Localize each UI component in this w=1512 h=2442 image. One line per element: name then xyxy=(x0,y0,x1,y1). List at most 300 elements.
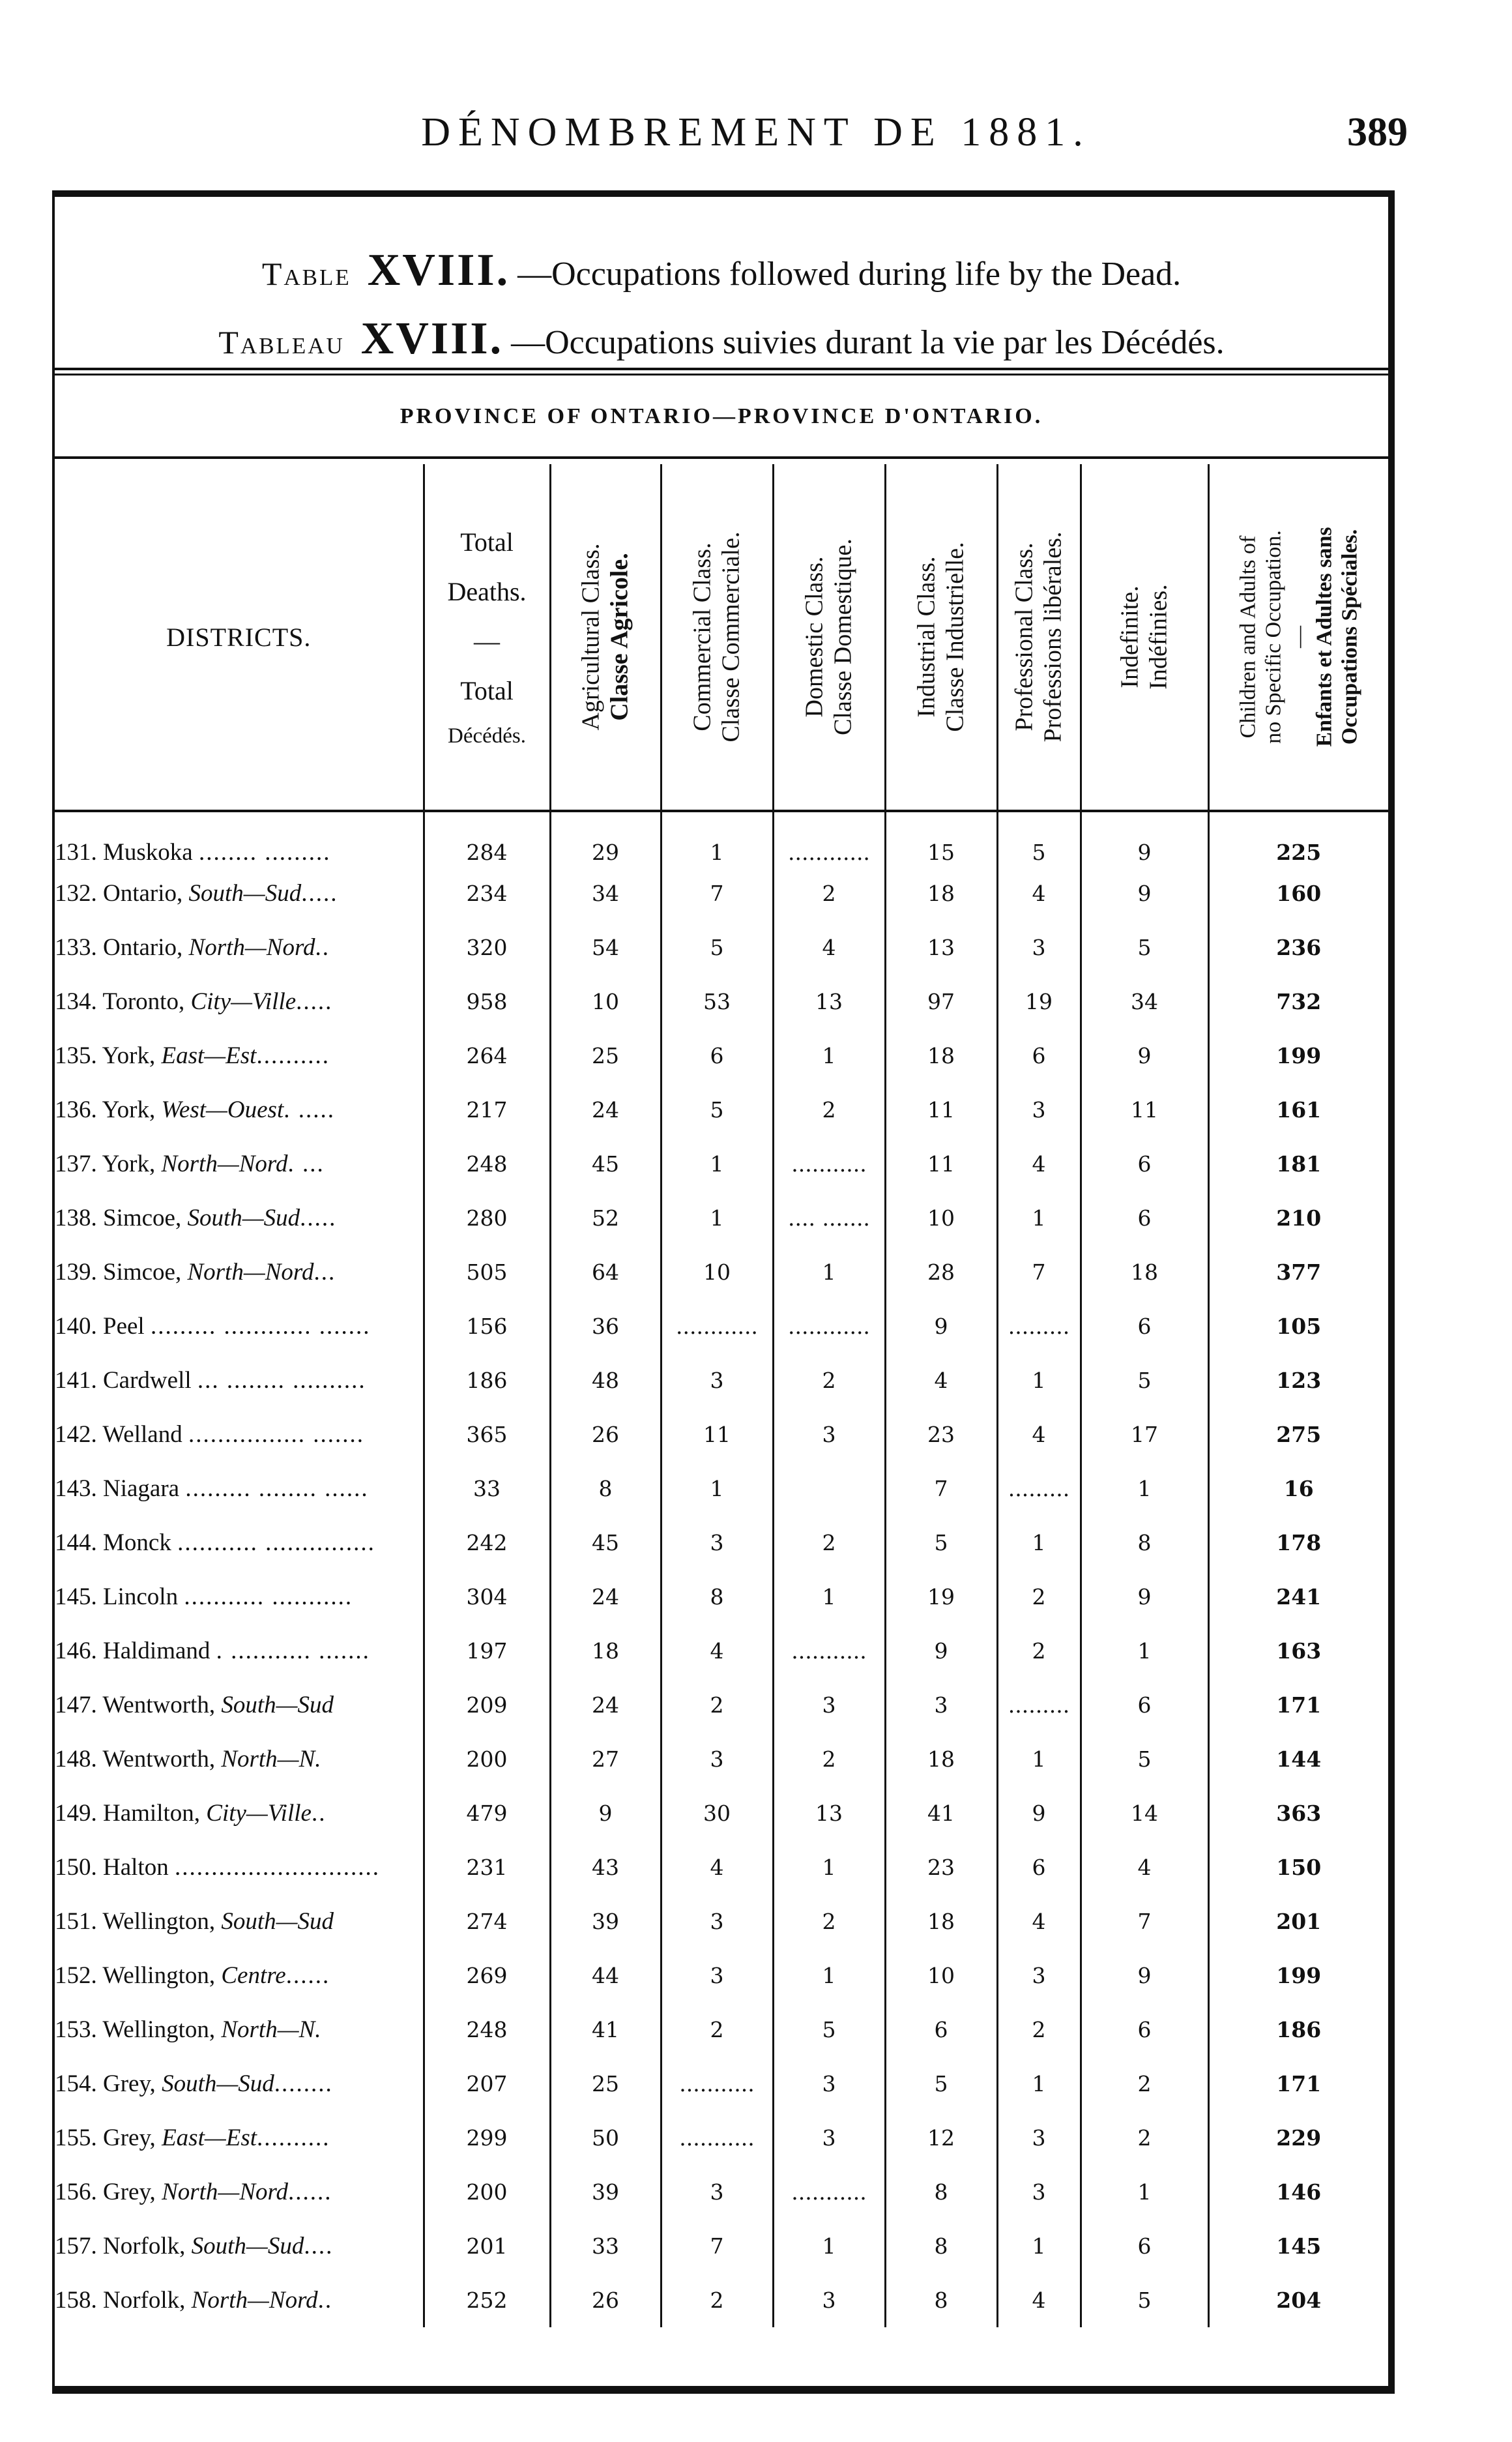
industrial-en: Industrial Class. xyxy=(912,556,940,718)
cell-ind: 5 xyxy=(885,1516,997,1570)
cell-pro: 1 xyxy=(997,1191,1081,1245)
cell-agr: 48 xyxy=(550,1353,661,1407)
district-cell xyxy=(55,1083,424,1137)
district-number: 139. xyxy=(55,1259,97,1286)
cell-dom: 3 xyxy=(773,1407,885,1462)
cell-pro: 19 xyxy=(997,975,1081,1029)
cell-com: 53 xyxy=(661,975,773,1029)
cell-inde: 1 xyxy=(1081,1624,1208,1678)
cell-chi: 144 xyxy=(1208,1732,1388,1786)
district-number: 135. xyxy=(55,1042,97,1069)
cell-com: 1 xyxy=(661,1191,773,1245)
district-number: 151. xyxy=(55,1908,97,1935)
cell-ind: 8 xyxy=(885,2273,997,2327)
commercial-fr: Classe Commerciale. xyxy=(717,531,744,743)
cell-com: 11 xyxy=(661,1407,773,1462)
cell-inde: 6 xyxy=(1081,2219,1208,2273)
district-name: York, xyxy=(102,1042,156,1069)
title-fr-label: Tableau xyxy=(218,324,345,360)
cell-chi: 171 xyxy=(1208,1678,1388,1732)
district-cell xyxy=(55,1299,424,1353)
table-row xyxy=(55,2273,1388,2327)
district-leader: ............................ xyxy=(174,1854,380,1881)
title-fr-number: XVIII. xyxy=(360,314,504,364)
cell-com: 3 xyxy=(661,1949,773,2003)
cell-ind: 19 xyxy=(885,1570,997,1624)
district-cell xyxy=(55,1245,424,1299)
cell-chi: 161 xyxy=(1208,1083,1388,1137)
cell-chi: 163 xyxy=(1208,1624,1388,1678)
cell-total: 248 xyxy=(424,1137,550,1191)
page-header xyxy=(0,0,1512,196)
table-row xyxy=(55,2003,1388,2057)
title-en-label: Table xyxy=(261,256,351,292)
cell-com: 3 xyxy=(661,1516,773,1570)
cell-inde: 5 xyxy=(1081,1353,1208,1407)
cell-chi: 146 xyxy=(1208,2165,1388,2219)
cell-chi: 145 xyxy=(1208,2219,1388,2273)
cell-com: 7 xyxy=(661,866,773,920)
cell-ind: 18 xyxy=(885,1732,997,1786)
district-leader: ..... xyxy=(300,1205,337,1231)
cell-inde: 6 xyxy=(1081,1137,1208,1191)
district-cell xyxy=(55,1894,424,1949)
district-leader: .......... xyxy=(257,2125,330,2151)
district-leader: .. xyxy=(315,934,330,961)
cell-agr: 50 xyxy=(550,2111,661,2165)
cell-total: 299 xyxy=(424,2111,550,2165)
district-cell xyxy=(55,975,424,1029)
district-subname: North—Nord xyxy=(188,934,315,961)
cell-dom: 4 xyxy=(773,920,885,975)
district-number: 131. xyxy=(55,839,97,866)
district-subname: North—Nord xyxy=(187,1259,314,1286)
cell-agr: 45 xyxy=(550,1516,661,1570)
cell-inde: 34 xyxy=(1081,975,1208,1029)
cell-agr: 24 xyxy=(550,1678,661,1732)
cell-pro: 1 xyxy=(997,2219,1081,2273)
district-name: Peel xyxy=(103,1313,145,1340)
table-row xyxy=(55,1516,1388,1570)
cell-chi: 150 xyxy=(1208,1840,1388,1894)
district-name: Wentworth, xyxy=(102,1746,216,1773)
cell-ind: 11 xyxy=(885,1137,997,1191)
cell-agr: 25 xyxy=(550,2057,661,2111)
header-row xyxy=(55,464,1388,811)
cell-total: 269 xyxy=(424,1949,550,2003)
cell-ind: 6 xyxy=(885,2003,997,2057)
cell-agr: 34 xyxy=(550,866,661,920)
table-row xyxy=(55,2111,1388,2165)
cell-pro: 2 xyxy=(997,2003,1081,2057)
cell-dom: ............ xyxy=(773,811,885,866)
table-row xyxy=(55,2165,1388,2219)
district-number: 138. xyxy=(55,1205,97,1231)
cell-dom: 13 xyxy=(773,1786,885,1840)
cell-agr: 29 xyxy=(550,811,661,866)
cell-pro: ......... xyxy=(997,1299,1081,1353)
district-cell xyxy=(55,1678,424,1732)
cell-ind: 97 xyxy=(885,975,997,1029)
district-name: York, xyxy=(102,1096,156,1123)
cell-dom: 2 xyxy=(773,1516,885,1570)
district-cell xyxy=(55,1191,424,1245)
cell-total: 234 xyxy=(424,866,550,920)
table-row xyxy=(55,1137,1388,1191)
cell-chi: 275 xyxy=(1208,1407,1388,1462)
table-row xyxy=(55,1894,1388,1949)
cell-ind: 18 xyxy=(885,1029,997,1083)
deaths-table xyxy=(55,464,1388,2327)
cell-chi: 123 xyxy=(1208,1353,1388,1407)
district-leader: .. xyxy=(311,1800,327,1827)
col-header-commercial xyxy=(661,464,773,811)
cell-com: 4 xyxy=(661,1840,773,1894)
district-name: Grey, xyxy=(103,2179,156,2205)
district-name: Muskoka xyxy=(103,839,193,866)
cell-com: 3 xyxy=(661,2165,773,2219)
table-row xyxy=(55,1949,1388,2003)
table-row xyxy=(55,1299,1388,1353)
cell-ind: 12 xyxy=(885,2111,997,2165)
cell-chi: 204 xyxy=(1208,2273,1388,2327)
cell-com: 7 xyxy=(661,2219,773,2273)
district-number: 144. xyxy=(55,1529,97,1556)
district-name: Toronto, xyxy=(102,988,185,1015)
cell-inde: 1 xyxy=(1081,2165,1208,2219)
district-cell xyxy=(55,1786,424,1840)
district-subname: North—Nord xyxy=(161,1151,288,1177)
cell-agr: 18 xyxy=(550,1624,661,1678)
cell-inde: 8 xyxy=(1081,1516,1208,1570)
district-cell xyxy=(55,1732,424,1786)
cell-com: 6 xyxy=(661,1029,773,1083)
cell-dom: 3 xyxy=(773,2111,885,2165)
cell-total: 156 xyxy=(424,1299,550,1353)
district-subname: East—Est xyxy=(161,1042,257,1069)
cell-chi: 236 xyxy=(1208,920,1388,975)
district-leader: ........... ............... xyxy=(177,1529,375,1556)
district-number: 132. xyxy=(55,880,97,907)
district-name: Niagara xyxy=(103,1475,180,1502)
cell-com: 2 xyxy=(661,1678,773,1732)
cell-com: 3 xyxy=(661,1894,773,1949)
cell-dom: ........... xyxy=(773,1624,885,1678)
district-leader: ... ........ .......... xyxy=(197,1367,366,1394)
col-header-districts xyxy=(55,464,424,811)
cell-ind: 18 xyxy=(885,866,997,920)
cell-dom: 1 xyxy=(773,1245,885,1299)
cell-ind: 5 xyxy=(885,2057,997,2111)
cell-ind: 28 xyxy=(885,1245,997,1299)
cell-pro: 7 xyxy=(997,1245,1081,1299)
cell-agr: 43 xyxy=(550,1840,661,1894)
district-cell xyxy=(55,2273,424,2327)
cell-pro: 2 xyxy=(997,1624,1081,1678)
cell-agr: 26 xyxy=(550,1407,661,1462)
table-row xyxy=(55,1570,1388,1624)
cell-com: 3 xyxy=(661,1353,773,1407)
cell-chi: 181 xyxy=(1208,1137,1388,1191)
cell-com: 1 xyxy=(661,1462,773,1516)
col-header-agricultural xyxy=(550,464,661,811)
total-fr-2: Décédés. xyxy=(447,724,526,748)
cell-dom: 1 xyxy=(773,1029,885,1083)
district-leader: ......... ........ ...... xyxy=(185,1475,369,1502)
cell-chi: 199 xyxy=(1208,1029,1388,1083)
district-name: Ontario, xyxy=(103,934,183,961)
district-leader: ................ ....... xyxy=(188,1421,364,1448)
districts-label: DISTRICTS. xyxy=(166,622,312,652)
cell-total: 958 xyxy=(424,975,550,1029)
district-leader: .... xyxy=(304,2233,334,2259)
cell-ind: 8 xyxy=(885,2165,997,2219)
col-header-domestic xyxy=(773,464,885,811)
cell-pro: 3 xyxy=(997,2111,1081,2165)
title-en-text: —Occupations followed during life by the Dead. xyxy=(517,256,1182,293)
cell-dom: 3 xyxy=(773,2057,885,2111)
cell-agr: 45 xyxy=(550,1137,661,1191)
district-leader: .. xyxy=(317,2287,333,2314)
cell-total: 264 xyxy=(424,1029,550,1083)
district-cell xyxy=(55,2057,424,2111)
district-cell xyxy=(55,866,424,920)
cell-dom: 2 xyxy=(773,1894,885,1949)
col-header-professional xyxy=(997,464,1081,811)
cell-ind: 11 xyxy=(885,1083,997,1137)
district-number: 147. xyxy=(55,1692,97,1718)
cell-ind: 8 xyxy=(885,2219,997,2273)
district-leader: . ..... xyxy=(284,1096,335,1123)
cell-total: 365 xyxy=(424,1407,550,1462)
rule-under-province xyxy=(55,456,1388,462)
cell-inde: 4 xyxy=(1081,1840,1208,1894)
cell-total: 320 xyxy=(424,920,550,975)
cell-dom: 3 xyxy=(773,1678,885,1732)
cell-dom: ........... xyxy=(773,2165,885,2219)
professional-fr: Professions libérales. xyxy=(1039,531,1066,743)
col-header-indefinite xyxy=(1081,464,1208,811)
cell-dom: ........... xyxy=(773,1137,885,1191)
cell-chi: 160 xyxy=(1208,866,1388,920)
cell-chi: 229 xyxy=(1208,2111,1388,2165)
table-row xyxy=(55,1353,1388,1407)
district-leader: ... xyxy=(313,1259,336,1286)
district-cell xyxy=(55,2003,424,2057)
total-en-1: Total xyxy=(460,527,514,557)
district-cell xyxy=(55,1407,424,1462)
district-number: 149. xyxy=(55,1800,97,1827)
agricultural-fr: Classe Agricole. xyxy=(605,553,633,721)
cell-inde: 2 xyxy=(1081,2111,1208,2165)
district-subname: South—Sud xyxy=(191,2233,304,2259)
district-subname: North—Nord xyxy=(162,2179,289,2205)
district-name: Wellington, xyxy=(102,2016,216,2043)
district-number: 134. xyxy=(55,988,97,1015)
cell-pro: ......... xyxy=(997,1462,1081,1516)
district-name: Ontario, xyxy=(103,880,183,907)
district-name: Grey, xyxy=(103,2125,156,2151)
table-row xyxy=(55,866,1388,920)
cell-com: 4 xyxy=(661,1624,773,1678)
district-leader: . ........... ....... xyxy=(216,1638,370,1664)
district-leader: ......... ............ ....... xyxy=(150,1313,371,1340)
cell-pro: 1 xyxy=(997,1516,1081,1570)
cell-pro: 2 xyxy=(997,1570,1081,1624)
district-leader: . ... xyxy=(287,1151,325,1177)
district-number: 136. xyxy=(55,1096,97,1123)
cell-agr: 24 xyxy=(550,1570,661,1624)
district-subname: South—Sud xyxy=(221,1908,334,1935)
district-name: Simcoe, xyxy=(103,1205,182,1231)
district-number: 141. xyxy=(55,1367,97,1394)
cell-agr: 9 xyxy=(550,1786,661,1840)
cell-inde: 14 xyxy=(1081,1786,1208,1840)
district-name: Norfolk, xyxy=(103,2287,186,2314)
cell-com: 8 xyxy=(661,1570,773,1624)
district-name: Halton xyxy=(103,1854,169,1881)
cell-pro: 3 xyxy=(997,920,1081,975)
cell-agr: 44 xyxy=(550,1949,661,2003)
cell-com: ........... xyxy=(661,2057,773,2111)
cell-chi: 732 xyxy=(1208,975,1388,1029)
district-name: Haldimand xyxy=(103,1638,211,1664)
cell-agr: 27 xyxy=(550,1732,661,1786)
district-cell xyxy=(55,1353,424,1407)
cell-total: 304 xyxy=(424,1570,550,1624)
cell-dom: ............ xyxy=(773,1299,885,1353)
cell-dom: 2 xyxy=(773,1083,885,1137)
district-number: 157. xyxy=(55,2233,97,2259)
cell-chi: 241 xyxy=(1208,1570,1388,1624)
page-number: 389 xyxy=(1347,110,1408,154)
cell-inde: 6 xyxy=(1081,1299,1208,1353)
cell-inde: 7 xyxy=(1081,1894,1208,1949)
cell-agr: 52 xyxy=(550,1191,661,1245)
title-english xyxy=(55,236,1388,304)
district-number: 153. xyxy=(55,2016,97,2043)
cell-inde: 1 xyxy=(1081,1462,1208,1516)
cell-total: 252 xyxy=(424,2273,550,2327)
cell-inde: 5 xyxy=(1081,2273,1208,2327)
cell-dom: 2 xyxy=(773,1353,885,1407)
cell-pro: 3 xyxy=(997,2165,1081,2219)
district-name: Cardwell xyxy=(103,1367,192,1394)
district-leader: ...... xyxy=(288,2179,332,2205)
cell-chi: 210 xyxy=(1208,1191,1388,1245)
cell-total: 33 xyxy=(424,1462,550,1516)
cell-ind: 18 xyxy=(885,1894,997,1949)
table-row xyxy=(55,1624,1388,1678)
cell-agr: 33 xyxy=(550,2219,661,2273)
table-row xyxy=(55,1083,1388,1137)
cell-pro: 5 xyxy=(997,811,1081,866)
cell-com: 1 xyxy=(661,811,773,866)
cell-chi: 201 xyxy=(1208,1894,1388,1949)
cell-ind: 3 xyxy=(885,1678,997,1732)
district-name: Simcoe, xyxy=(103,1259,182,1286)
cell-com: 1 xyxy=(661,1137,773,1191)
cell-chi: 16 xyxy=(1208,1462,1388,1516)
cell-total: 280 xyxy=(424,1191,550,1245)
cell-dom: 3 xyxy=(773,2273,885,2327)
cell-inde: 5 xyxy=(1081,920,1208,975)
cell-pro: 9 xyxy=(997,1786,1081,1840)
rule-under-titles xyxy=(55,368,1388,375)
table-row xyxy=(55,1407,1388,1462)
district-name: Hamilton, xyxy=(103,1800,201,1827)
cell-dom xyxy=(773,1462,885,1516)
cell-pro: 1 xyxy=(997,1732,1081,1786)
cell-agr: 24 xyxy=(550,1083,661,1137)
cell-total: 274 xyxy=(424,1894,550,1949)
cell-chi: 225 xyxy=(1208,811,1388,866)
province-heading: PROVINCE OF ONTARIO—PROVINCE D'ONTARIO. xyxy=(400,404,1043,428)
domestic-en: Domestic Class. xyxy=(800,556,828,718)
district-name: Welland xyxy=(102,1421,182,1448)
cell-total: 200 xyxy=(424,2165,550,2219)
cell-pro: 4 xyxy=(997,1407,1081,1462)
cell-chi: 377 xyxy=(1208,1245,1388,1299)
cell-pro: 4 xyxy=(997,2273,1081,2327)
cell-ind: 23 xyxy=(885,1407,997,1462)
district-leader: .......... xyxy=(256,1042,330,1069)
district-number: 133. xyxy=(55,934,97,961)
district-cell xyxy=(55,1462,424,1516)
cell-pro: 6 xyxy=(997,1029,1081,1083)
cell-agr: 26 xyxy=(550,2273,661,2327)
table-row xyxy=(55,1678,1388,1732)
district-number: 137. xyxy=(55,1151,97,1177)
cell-inde: 9 xyxy=(1081,866,1208,920)
district-cell xyxy=(55,1840,424,1894)
cell-total: 200 xyxy=(424,1732,550,1786)
cell-agr: 39 xyxy=(550,1894,661,1949)
district-name: Norfolk, xyxy=(103,2233,186,2259)
cell-ind: 15 xyxy=(885,811,997,866)
cell-dom: 2 xyxy=(773,1732,885,1786)
cell-dom: 5 xyxy=(773,2003,885,2057)
cell-com: 2 xyxy=(661,2003,773,2057)
cell-inde: 9 xyxy=(1081,1949,1208,2003)
title-fr-text: —Occupations suivies durant la vie par les Décédés. xyxy=(511,324,1225,361)
cell-ind: 9 xyxy=(885,1299,997,1353)
cell-chi: 105 xyxy=(1208,1299,1388,1353)
cell-com: ........... xyxy=(661,2111,773,2165)
district-cell xyxy=(55,1516,424,1570)
cell-chi: 199 xyxy=(1208,1949,1388,2003)
cell-pro: ......... xyxy=(997,1678,1081,1732)
cell-inde: 5 xyxy=(1081,1732,1208,1786)
district-number: 146. xyxy=(55,1638,97,1664)
district-subname: North—N. xyxy=(221,2016,321,2043)
cell-dom: 2 xyxy=(773,866,885,920)
district-subname: City—Ville xyxy=(190,988,297,1015)
children-en-2: no Specific Occupation. xyxy=(1261,530,1286,744)
district-number: 158. xyxy=(55,2287,97,2314)
cell-com: 5 xyxy=(661,1083,773,1137)
district-number: 148. xyxy=(55,1746,97,1773)
title-french xyxy=(55,304,1388,373)
cell-inde: 6 xyxy=(1081,1191,1208,1245)
children-fr-2: Occupations Spéciales. xyxy=(1337,529,1362,745)
district-cell xyxy=(55,1949,424,2003)
cell-com: 30 xyxy=(661,1786,773,1840)
table-titles xyxy=(55,236,1388,373)
cell-total: 197 xyxy=(424,1624,550,1678)
cell-inde: 9 xyxy=(1081,1570,1208,1624)
cell-agr: 64 xyxy=(550,1245,661,1299)
